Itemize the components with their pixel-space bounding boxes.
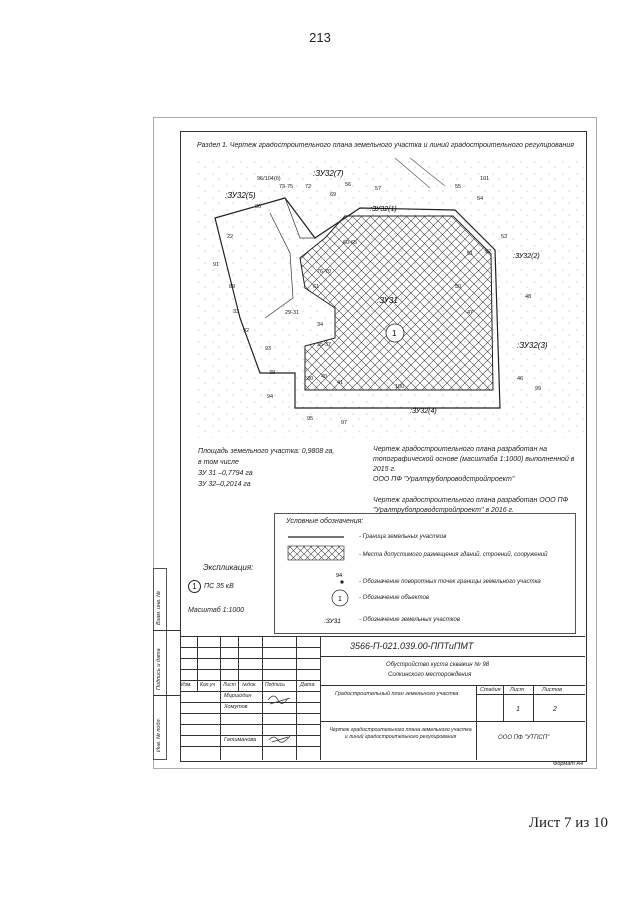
side-label-replace: Взам. инв. № (156, 590, 162, 625)
side-label-sign: Подпись и дата (156, 648, 162, 690)
point-label: 97 (341, 420, 348, 426)
point-label: 69 (330, 192, 337, 198)
point-label: 35-37 (317, 342, 332, 348)
hdr-sign: Подпись (265, 682, 285, 688)
point-label: 39 (269, 370, 276, 376)
org-name: ООО ПФ "УТПСП" (498, 735, 550, 741)
sheet-val: 1 (516, 706, 520, 713)
point-label: 76-70 (317, 269, 332, 275)
hdr-list: Лист (223, 682, 236, 688)
site-plan (195, 158, 585, 438)
basis-org: ООО ПФ "Уралтрубопроводстройпроект" (373, 476, 515, 483)
legend-object-num: 1 (338, 596, 342, 603)
legend-item-placement: - Места допустимого размещения зданий, строений, сооружений (359, 552, 548, 558)
point-label: 73-75 (279, 184, 294, 190)
point-label: 30 (307, 376, 314, 382)
sheet-hdr: Лист (510, 687, 525, 693)
label-zu32-4: :ЗУ32(4) (410, 408, 437, 415)
doc-code: 3566-П-021.039.00-ППТиПМТ (350, 641, 474, 651)
area-total: Площадь земельного участка: 0,9808 га, (198, 448, 335, 455)
person-1: Миршодин (224, 693, 252, 699)
label-zu32-3: :ЗУ32(3) (517, 341, 548, 350)
point-label: 48 (525, 294, 532, 300)
point-label: 56 (345, 182, 352, 188)
drawing-title-block: Чертеж градостроительного плана земельного участка и линий градостроительного регулирования (329, 727, 472, 740)
legend-parcel-sample: :ЗУ31 (324, 618, 341, 625)
hdr-kol: Кол.уч (200, 682, 215, 688)
area-zu32: ЗУ 32–0,2014 га (198, 481, 251, 488)
point-label: 54 (477, 196, 484, 202)
legend-point-num: 94 (336, 573, 343, 579)
point-label: 95 (307, 416, 314, 422)
hdr-izm: Изм. (181, 682, 192, 688)
sheets-val: 2 (553, 706, 557, 713)
point-label: 53 (501, 234, 508, 240)
label-zu32-5: :ЗУ32(5) (225, 191, 256, 200)
point-label: 72 (305, 184, 312, 190)
point-label: 46 (517, 376, 524, 382)
point-label: 89 (229, 284, 236, 290)
legend-item-boundary: - Граница земельных участков (359, 534, 447, 540)
point-label: 34 (317, 322, 324, 328)
point-label: 99 (535, 386, 542, 392)
person-5: Гатиманова (224, 737, 257, 743)
signatures (266, 690, 296, 750)
explication-title: Экспликация: (203, 563, 254, 572)
legend-title: Условные обозначения: (286, 518, 364, 525)
point-label: 41 (337, 380, 344, 386)
explication-num: 1 (188, 580, 201, 593)
legend-item-parcels: - Обозначение земельных участков (359, 617, 460, 623)
point-label: 100 (395, 384, 405, 390)
legend-item-points: - Обозначение поворотных точек границы земельного участка (359, 579, 541, 585)
point-label: 94 (267, 394, 274, 400)
point-label: 60-65 (343, 240, 358, 246)
point-label: 40 (321, 374, 328, 380)
point-label: 47 (467, 310, 474, 316)
basis-text: Чертеж градостроительного плана разработан на топографической основе (масштаба 1:1000) выполненной в 2015 г. (373, 446, 575, 473)
basis-notes (373, 445, 578, 516)
area-including: в том числе (198, 459, 239, 466)
page-number: 213 (309, 30, 331, 45)
format-label: Формат А4 (553, 761, 584, 767)
point-label: 93 (265, 346, 272, 352)
person-2: Хомутов (224, 704, 248, 710)
label-zu32-2: :ЗУ32(2) (513, 253, 540, 260)
project-title: Обустройство куста скважин № 98 (386, 662, 490, 668)
label-zu32-1: :ЗУ32(1) (370, 206, 397, 213)
point-label: 55 (455, 184, 462, 190)
stage-title: Градостроительный план земельного участка (335, 691, 459, 697)
point-label: 96/104(б) (257, 176, 281, 182)
stage-hdr: Стадия (480, 687, 501, 693)
label-zu32-7: :ЗУ32(7) (313, 169, 344, 178)
label-zu31: :ЗУ31 (377, 296, 398, 305)
point-label: 33 (233, 309, 240, 315)
point-label: 92 (243, 328, 250, 334)
point-label: 51 (467, 251, 474, 257)
hdr-doc: №док. (242, 682, 257, 688)
point-label: 86 (255, 204, 262, 210)
point-label: 61 (313, 284, 320, 290)
area-notes (198, 446, 373, 490)
field-title: Солкинского месторождения (388, 672, 472, 678)
developed-text: Чертеж градостроительного плана разработан ООО ПФ "Уралтрубопроводстройпроект" в 2016 г. (373, 497, 569, 514)
point-label: 50 (455, 284, 462, 290)
legend-symbols (276, 526, 356, 630)
drawing-title: Раздел 1. Чертеж градостроительного плана земельного участка и линий градостроительного регулирования (197, 142, 575, 149)
point-label: 52 (485, 249, 492, 255)
legend-point-dot (340, 580, 343, 583)
point-label: 22 (227, 234, 234, 240)
point-label: 101 (480, 176, 490, 182)
hdr-date: Дата (300, 682, 315, 688)
area-zu31: ЗУ 31 –0,7794 га (198, 470, 253, 477)
page-footer: Лист 7 из 10 (528, 815, 608, 831)
explication-item: ПС 35 кВ (204, 583, 234, 590)
legend-item-objects: - Обозначение объектов (359, 595, 429, 601)
point-label: 29-31 (285, 310, 300, 316)
sheets-hdr: Листов (542, 687, 563, 693)
point-label: 57 (375, 186, 382, 192)
point-label: 91 (213, 262, 220, 268)
explication-scale: Масштаб 1:1000 (188, 607, 245, 614)
object-number: 1 (392, 329, 397, 338)
side-label-inv: Инв. № подл. (156, 717, 162, 752)
legend-hatch (288, 546, 344, 560)
